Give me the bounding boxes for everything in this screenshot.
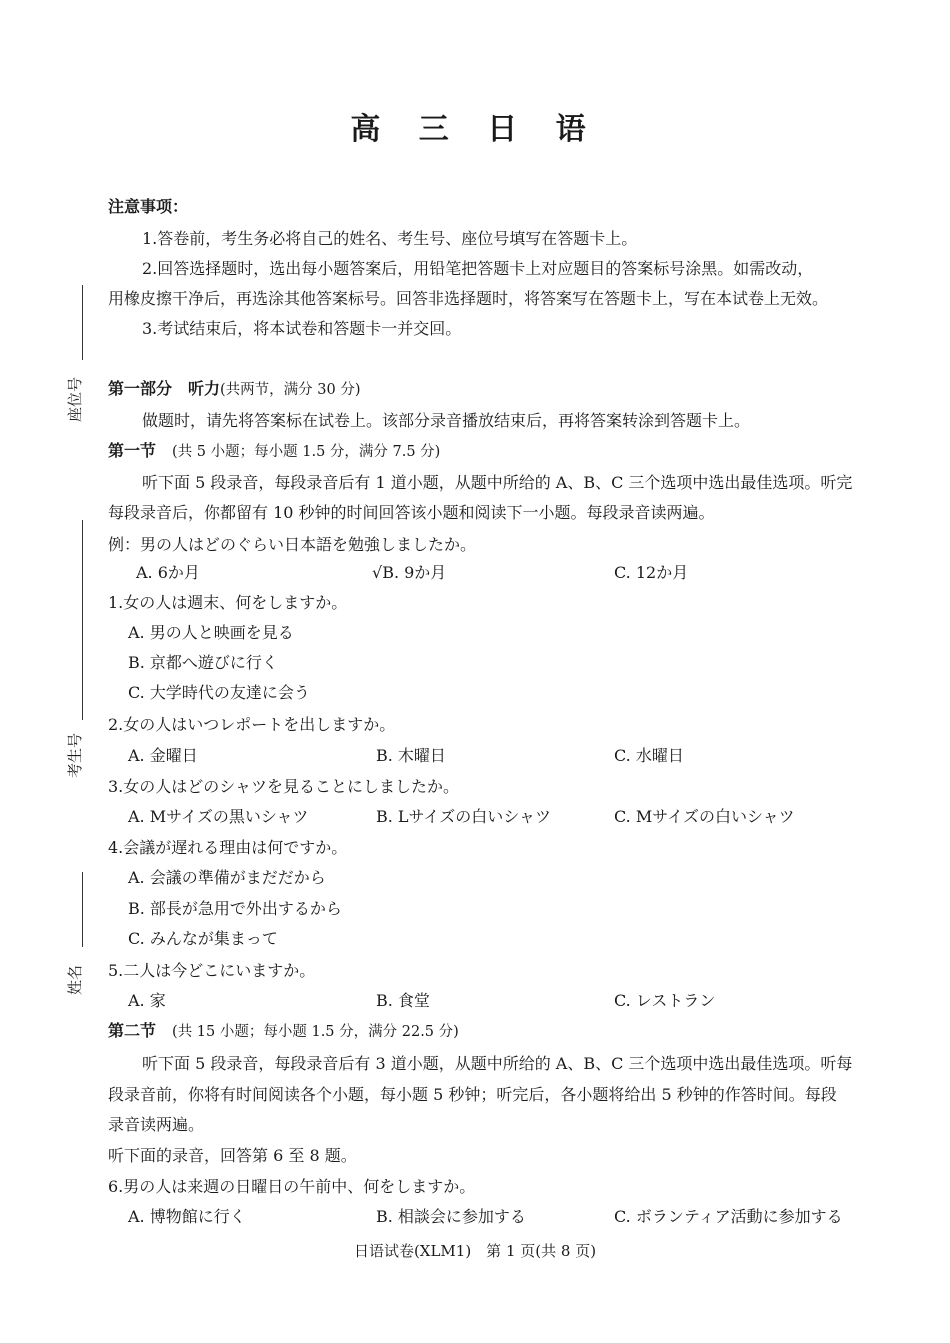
question-4: 4.会議が遅れる理由は何ですか。 <box>108 838 348 857</box>
q4-option-c: C. みんなが集まって <box>128 929 278 948</box>
question-5: 5.二人は今どこにいますか。 <box>108 961 316 980</box>
notice-item: 3.考试结束后，将本试卷和答题卡一并交回。 <box>142 319 462 338</box>
part1-title: 第一部分 听力 <box>108 379 221 398</box>
section2-note: (共 15 小题；每小题 1.5 分，满分 22.5 分) <box>172 1024 459 1040</box>
name-line <box>82 872 83 947</box>
example-question: 例：男の人はどのぐらい日本語を勉強しましたか。 <box>108 535 477 554</box>
q4-option-b: B. 部長が急用で外出するから <box>128 899 342 918</box>
section1-instruction: 听下面 5 段录音，每段录音后有 1 道小题，从题中所给的 A、B、C 三个选项中选出最佳选项。听完 <box>142 473 853 492</box>
part1-note: (共两节，满分 30 分) <box>220 382 361 398</box>
q3-option-c: C. Mサイズの白いシャツ <box>614 807 795 826</box>
section2-title: 第二节 <box>108 1021 157 1040</box>
section1-heading <box>108 440 440 463</box>
question-3: 3.女の人はどのシャツを見ることにしましたか。 <box>108 777 459 796</box>
q5-option-b: B. 食堂 <box>376 991 430 1010</box>
section2-instruction: 听下面 5 段录音，每段录音后有 3 道小题，从题中所给的 A、B、C 三个选项中选出最佳选项。听每 <box>142 1054 853 1073</box>
question-1: 1.女の人は週末、何をしますか。 <box>108 593 348 612</box>
notice-item: 2.回答选择题时，选出每小题答案后，用铅笔把答题卡上对应题目的答案标号涂黑。如需改动， <box>142 259 814 278</box>
name-label: 姓名 <box>66 964 84 995</box>
notice-item: 用橡皮擦干净后，再选涂其他答案标号。回答非选择题时，将答案写在答题卡上，写在本试卷上无效。 <box>108 289 829 308</box>
q5-option-c: C. レストラン <box>614 991 716 1010</box>
q4-option-a: A. 会議の準備がまだだから <box>128 868 326 887</box>
section1-instruction: 每段录音后，你都留有 10 秒钟的时间回答该小题和阅读下一小题。每段录音读两遍。 <box>108 503 715 522</box>
page-title: 高 三 日 语 <box>350 112 600 147</box>
part1-instruction: 做题时，请先将答案标在试卷上。该部分录音播放结束后，再将答案转涂到答题卡上。 <box>142 411 751 430</box>
section2-instruction: 录音读两遍。 <box>108 1115 205 1134</box>
q3-option-b: B. Lサイズの白いシャツ <box>376 807 551 826</box>
example-option-a: A. 6か月 <box>136 563 200 582</box>
question-2: 2.女の人はいつレポートを出しますか。 <box>108 715 396 734</box>
notice-item: 1.答卷前，考生务必将自己的姓名、考生号、座位号填写在答题卡上。 <box>142 229 638 248</box>
seat-line <box>82 285 83 360</box>
section2-heading <box>108 1020 459 1043</box>
part1-heading <box>108 378 361 401</box>
section2-instruction: 段录音前，你将有时间阅读各个小题，每小题 5 秒钟；听完后，各小题将给出 5 秒钟的作答时间。每段 <box>108 1085 837 1104</box>
section1-note: (共 5 小题；每小题 1.5 分，满分 7.5 分) <box>172 444 441 460</box>
q2-option-a: A. 金曜日 <box>128 746 198 765</box>
page-footer: 日语试卷(XLM1) 第 1 页(共 8 页) <box>353 1242 597 1260</box>
q1-option-b: B. 京都へ遊びに行く <box>128 653 278 672</box>
q6-option-a: A. 博物館に行く <box>128 1207 246 1226</box>
question-6: 6.男の人は来週の日曜日の午前中、何をしますか。 <box>108 1177 476 1196</box>
exam-no-line <box>82 520 83 720</box>
example-option-c: C. 12か月 <box>614 563 689 582</box>
q1-option-a: A. 男の人と映画を見る <box>128 623 294 642</box>
q3-option-a: A. Mサイズの黒いシャツ <box>128 807 309 826</box>
section1-title: 第一节 <box>108 441 157 460</box>
q6-option-c: C. ボランティア活動に参加する <box>614 1207 843 1226</box>
q2-option-c: C. 水曜日 <box>614 746 684 765</box>
seat-label: 座位号 <box>66 376 84 422</box>
q5-option-a: A. 家 <box>128 991 166 1010</box>
exam-no-label: 考生号 <box>66 732 84 778</box>
notice-heading: 注意事项： <box>108 197 189 216</box>
q6-option-b: B. 相談会に参加する <box>376 1207 526 1226</box>
q1-option-c: C. 大学時代の友達に会う <box>128 683 310 702</box>
example-option-b: √B. 9か月 <box>372 563 447 582</box>
group-note: 听下面的录音，回答第 6 至 8 题。 <box>108 1146 357 1165</box>
q2-option-b: B. 木曜日 <box>376 746 446 765</box>
